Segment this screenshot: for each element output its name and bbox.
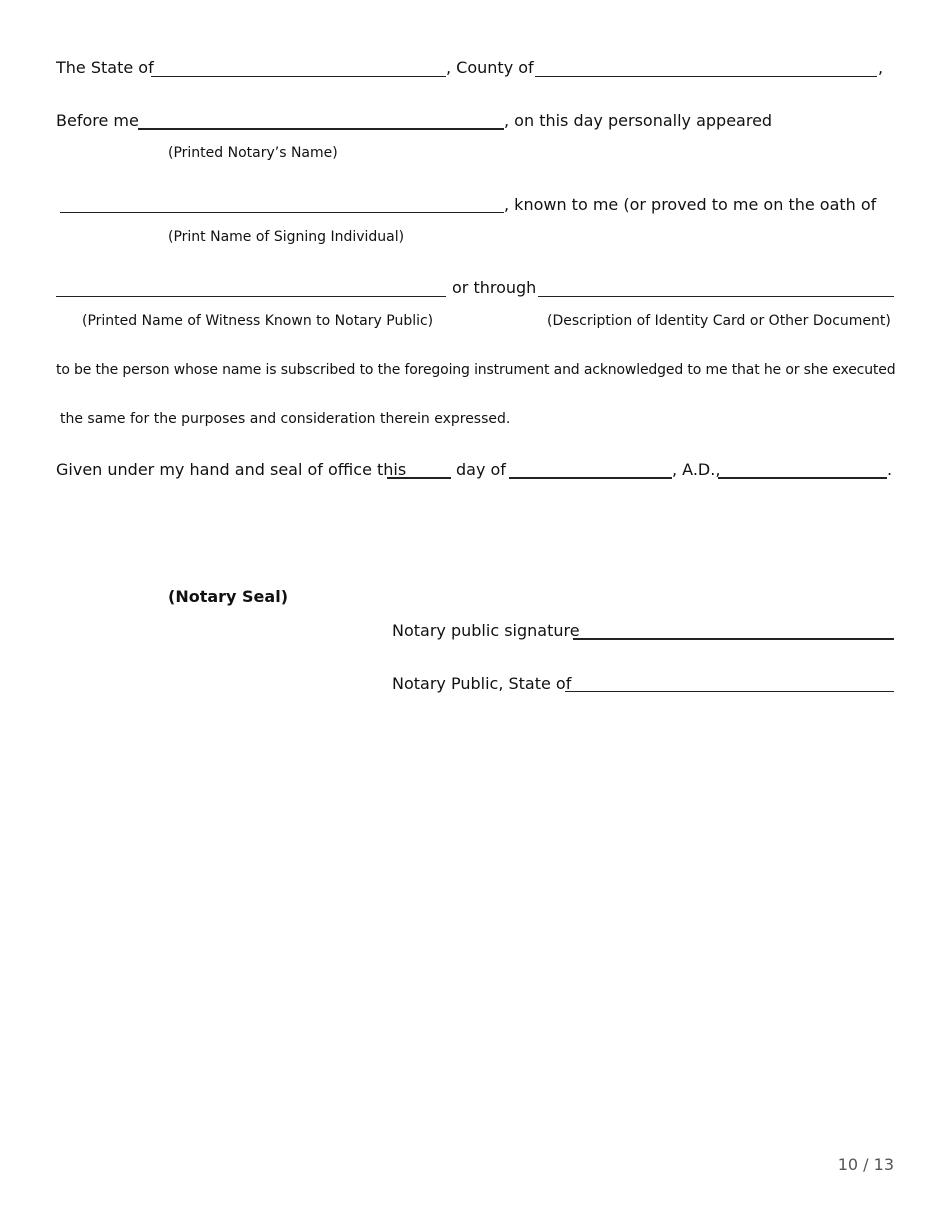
day-field-line[interactable] xyxy=(387,477,451,479)
county-field-line[interactable] xyxy=(535,76,877,77)
notary-name-caption: (Printed Notary’s Name) xyxy=(168,145,338,161)
given-under-hand-text: Given under my hand and seal of office this xyxy=(56,460,407,479)
identity-document-caption: (Description of Identity Card or Other Document) xyxy=(547,313,891,329)
known-to-me-text: , known to me (or proved to me on the oath of xyxy=(504,195,877,214)
year-field-line[interactable] xyxy=(718,477,887,479)
county-line-end: , xyxy=(878,58,884,77)
state-label: The State of xyxy=(56,58,154,77)
subscribed-text: to be the person whose name is subscribed to the foregoing instrument and acknowledged to me that he or she executed xyxy=(56,362,896,378)
purposes-text: the same for the purposes and consideration therein expressed. xyxy=(60,411,511,427)
signing-individual-field-line[interactable] xyxy=(60,212,504,213)
witness-name-caption: (Printed Name of Witness Known to Notary Public) xyxy=(82,313,434,329)
or-through-text: or through xyxy=(452,278,537,297)
witness-name-field-line[interactable] xyxy=(56,296,446,297)
notary-seal-label: (Notary Seal) xyxy=(168,587,288,606)
notary-name-field-line[interactable] xyxy=(138,128,504,130)
page-number: 10 / 13 xyxy=(837,1155,894,1174)
day-of-text: day of xyxy=(456,460,506,479)
identity-document-field-line[interactable] xyxy=(538,296,894,297)
signing-individual-caption: (Print Name of Signing Individual) xyxy=(168,229,405,245)
state-field-line[interactable] xyxy=(151,76,446,77)
notary-state-label: Notary Public, State of xyxy=(392,674,572,693)
signature-label: Notary public signature xyxy=(392,621,580,640)
notary-state-field-line[interactable] xyxy=(565,691,894,692)
ad-text: , A.D., xyxy=(672,460,721,479)
before-me-label: Before me xyxy=(56,111,139,130)
year-line-end: . xyxy=(887,460,893,479)
appeared-text: , on this day personally appeared xyxy=(504,111,773,130)
county-label: , County of xyxy=(446,58,534,77)
month-field-line[interactable] xyxy=(509,477,672,479)
signature-field-line[interactable] xyxy=(573,638,894,640)
